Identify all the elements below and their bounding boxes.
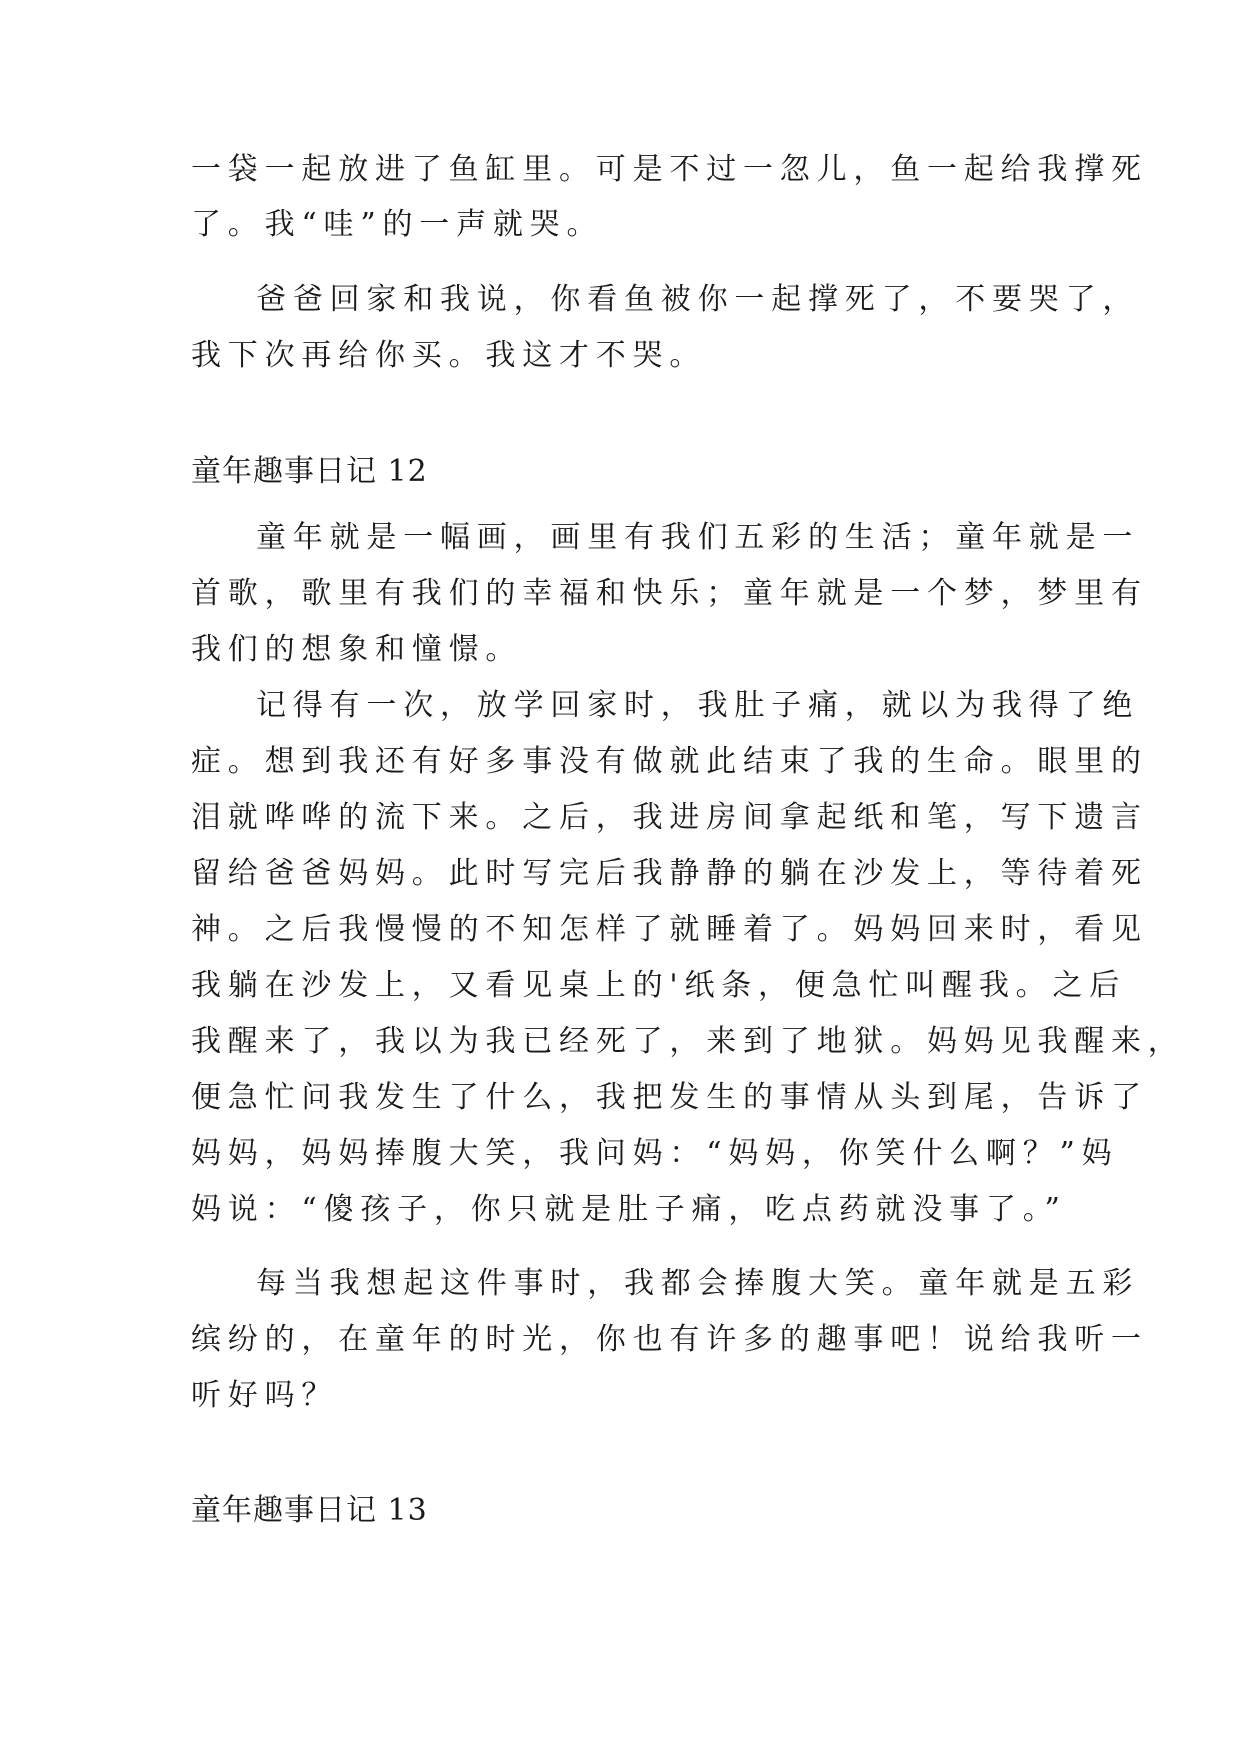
paragraph-line: 留给爸爸妈妈。此时写完后我静静的躺在沙发上，等待着死 xyxy=(191,856,1148,891)
paragraph-line: 记得有一次，放学回家时，我肚子痛，就以为我得了绝 xyxy=(256,688,1140,723)
paragraph-line: 缤纷的，在童年的时光，你也有许多的趣事吧！说给我听一 xyxy=(191,1322,1148,1357)
paragraph-line: 妈妈，妈妈捧腹大笑，我问妈：“妈妈，你笑什么啊？”妈 xyxy=(191,1136,1119,1171)
paragraph-line: 了。我“哇”的一声就哭。 xyxy=(191,207,604,242)
paragraph-line: 便急忙问我发生了什么，我把发生的事情从头到尾，告诉了 xyxy=(191,1080,1148,1115)
paragraph-line: 首歌，歌里有我们的幸福和快乐；童年就是一个梦，梦里有 xyxy=(191,576,1148,611)
paragraph-line: 神。之后我慢慢的不知怎样了就睡着了。妈妈回来时，看见 xyxy=(191,912,1148,947)
paragraph-line: 一袋一起放进了鱼缸里。可是不过一忽儿，鱼一起给我撑死 xyxy=(191,152,1148,187)
paragraph-line: 症。想到我还有好多事没有做就此结束了我的生命。眼里的 xyxy=(191,744,1148,779)
paragraph-line: 童年就是一幅画，画里有我们五彩的生活；童年就是一 xyxy=(256,520,1140,555)
paragraph-line: 爸爸回家和我说，你看鱼被你一起撑死了，不要哭了， xyxy=(256,282,1140,317)
paragraph-line: 每当我想起这件事时，我都会捧腹大笑。童年就是五彩 xyxy=(256,1266,1140,1301)
paragraph-line: 我醒来了，我以为我已经死了，来到了地狱。妈妈见我醒来， xyxy=(191,1024,1185,1059)
paragraph-line: 我躺在沙发上，又看见桌上的'纸条，便急忙叫醒我。之后 xyxy=(191,968,1127,1003)
paragraph-line: 泪就哗哗的流下来。之后，我进房间拿起纸和笔，写下遗言 xyxy=(191,800,1148,835)
paragraph-line: 我下次再给你买。我这才不哭。 xyxy=(191,338,707,373)
section-heading: 童年趣事日记 12 xyxy=(191,454,428,489)
section-heading: 童年趣事日记 13 xyxy=(191,1493,428,1528)
paragraph-line: 听好吗？ xyxy=(191,1378,339,1413)
paragraph-line: 我们的想象和憧憬。 xyxy=(191,632,523,667)
paragraph-line: 妈说：“傻孩子，你只就是肚子痛，吃点药就没事了。” xyxy=(191,1192,1067,1227)
